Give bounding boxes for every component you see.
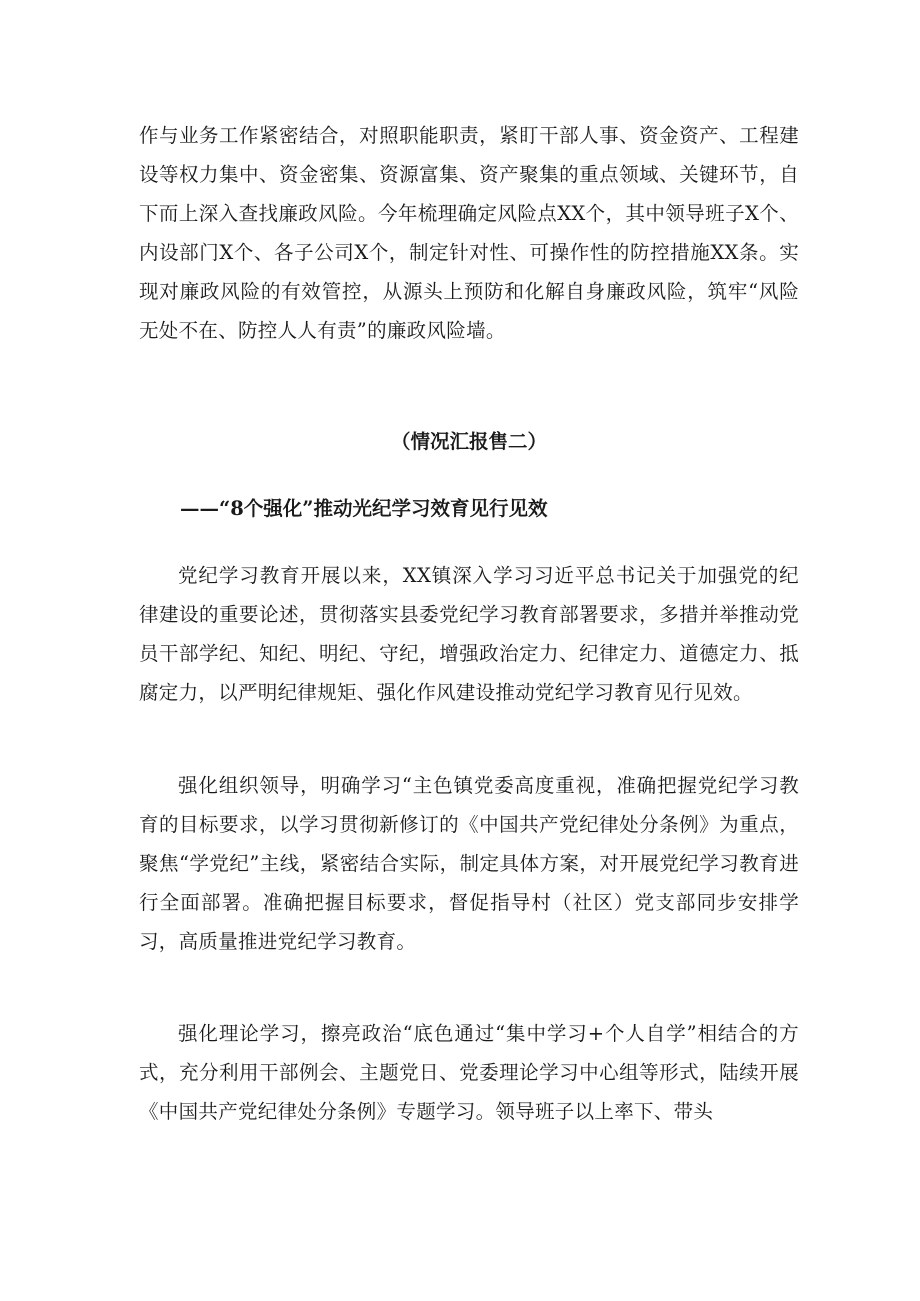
paragraph-theory-study: 强化理论学习，擦亮政治“底色通过“集中学习+个人自学”相结合的方式，充分利用干部例会、主题党日、党委理论学习中心组等形式，陆续开展《中国共产党纪律处分条例》专题学习。领导班子以上率下、带头: [139, 1022, 799, 1123]
paragraph-intro: 党纪学习教育开展以来，XX镇深入学习习近平总书记关于加强党的纪律建设的重要论述，贯彻落实县委党纪学习教育部署要求，多措并举推动党员干部学纪、知纪、明纪、守纪，增强政治定力、纪律定力、道德定力、抵腐定力，以严明纪律规矩、强化作风建设推动党纪学习教育见行见效。: [139, 564, 799, 704]
paragraph-organization: 强化组织领导，明确学习“主色镇党委高度重视，准确把握党纪学习教育的目标要求，以学习贯彻新修订的《中国共产党纪律处分条例》为重点，聚焦“学党纪”主线，紧密结合实际，制定具体方案，对开展党纪学习教育进行全面部署。准确把握目标要求，督促指导村（社区）党支部同步安排学习，高质量推进党纪学习教育。: [139, 774, 799, 953]
section-subtitle: ——“8个强化”推动光纪学习效育见行见效: [180, 497, 548, 520]
continuation-paragraph: 作与业务工作紧密结合，对照职能职责，紧盯干部人事、资金资产、工程建设等权力集中、资金密集、资源富集、资产聚集的重点领域、关键环节，自下而上深入查找廉政风险。今年梳理确定风险点XX个，其中领导班子X个、内设部门X个、各子公司X个，制定针对性、可操作性的防控措施XX条。实现对廉政风险的有效管控，从源头上预防和化解自身廉政风险，筑牢“风险无处不在、防控人人有责”的廉政风险墙。: [139, 124, 799, 342]
section-title: （情况汇报售二）: [390, 430, 547, 453]
